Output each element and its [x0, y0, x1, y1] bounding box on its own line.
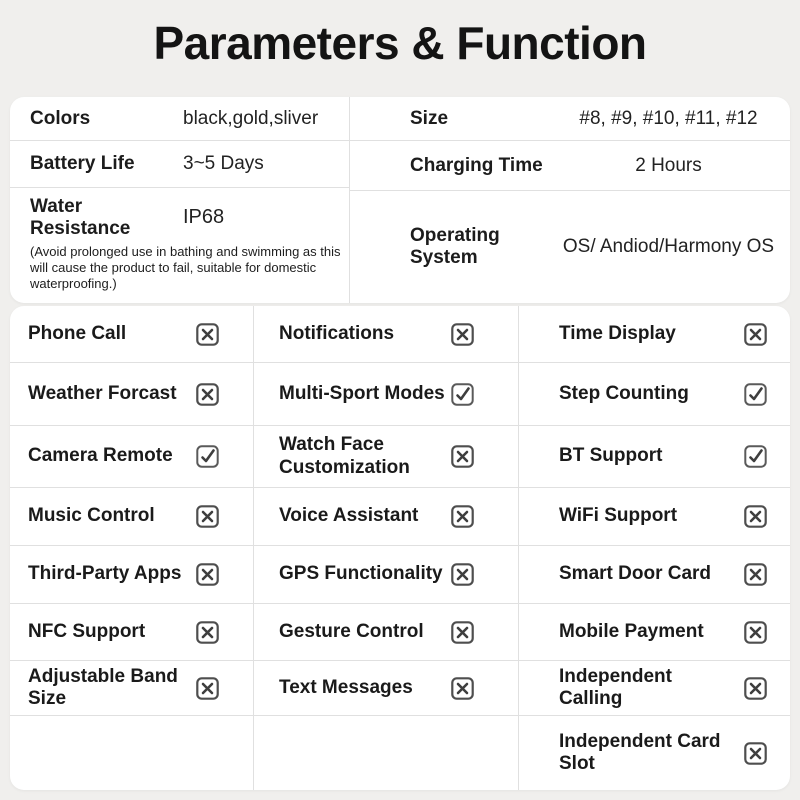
- checkbox-checked-icon: [744, 445, 767, 468]
- function-cell: [10, 660, 253, 715]
- checkbox-checked-icon: [196, 445, 219, 468]
- function-cell: [518, 715, 790, 790]
- function-cell: [10, 306, 253, 362]
- spec-value: black,gold,sliver: [183, 107, 319, 129]
- spec-value: 3~5 Days: [183, 153, 264, 174]
- function-cell: [518, 603, 790, 660]
- checkbox-crossed-icon: [744, 742, 767, 765]
- function-cell: [253, 545, 518, 603]
- function-label: Mobile Payment: [559, 620, 704, 642]
- checkbox-crossed-icon: [744, 323, 767, 346]
- water-resistance-note: (Avoid prolonged use in bathing and swimming as this will cause the product to fail, suitable for domestic waterproofing.): [30, 243, 341, 291]
- checkbox-crossed-icon: [451, 505, 474, 528]
- function-label: Multi-Sport Modes: [279, 382, 445, 404]
- function-label: Adjustable Band Size: [28, 665, 178, 709]
- spec-row-colors: [10, 97, 349, 140]
- function-cell: [10, 545, 253, 603]
- function-cell: [518, 306, 790, 362]
- checkbox-crossed-icon: [451, 677, 474, 700]
- function-cell: [253, 306, 518, 362]
- function-label: Camera Remote: [28, 445, 173, 467]
- function-label: Text Messages: [279, 676, 413, 698]
- checkbox-crossed-icon: [196, 383, 219, 406]
- spec-row-charging-time: [350, 140, 790, 190]
- function-label: Independent Calling: [559, 665, 672, 709]
- function-label: Watch Face Customization: [279, 434, 410, 478]
- spec-value: OS/ Andiod/Harmony OS: [562, 236, 775, 257]
- spec-label: Charging Time: [410, 154, 543, 176]
- function-cell: [253, 487, 518, 545]
- function-cell: [253, 603, 518, 660]
- spec-label: Colors: [30, 107, 91, 129]
- function-label: WiFi Support: [559, 505, 678, 527]
- checkbox-crossed-icon: [451, 621, 474, 644]
- function-label: Gesture Control: [279, 620, 424, 642]
- function-label: NFC Support: [28, 620, 146, 642]
- page-title: Parameters & Function: [153, 17, 647, 69]
- function-grid: [10, 306, 790, 790]
- function-cell: [518, 660, 790, 715]
- function-cell: [253, 715, 518, 790]
- function-label: Smart Door Card: [559, 563, 712, 585]
- checkbox-crossed-icon: [451, 323, 474, 346]
- water-resistance-main: [30, 196, 349, 240]
- spec-value: 2 Hours: [635, 154, 702, 176]
- function-cell: [10, 425, 253, 487]
- function-cell: [518, 362, 790, 425]
- spec-table: [10, 97, 790, 303]
- checkbox-crossed-icon: [196, 505, 219, 528]
- spec-value: IP68: [183, 206, 225, 229]
- checkbox-crossed-icon: [451, 563, 474, 586]
- function-cell: [10, 603, 253, 660]
- function-cell: [253, 425, 518, 487]
- spec-table-left: [10, 97, 350, 303]
- function-cell: [253, 362, 518, 425]
- function-cell: [253, 660, 518, 715]
- spec-label: Size: [410, 107, 449, 129]
- function-cell: [10, 487, 253, 545]
- function-label: Notifications: [279, 322, 395, 344]
- function-label: Weather Forcast: [28, 382, 177, 404]
- spec-table-right: [350, 97, 790, 303]
- spec-label: Battery Life: [30, 153, 135, 175]
- checkbox-crossed-icon: [744, 505, 767, 528]
- checkbox-crossed-icon: [451, 445, 474, 468]
- checkbox-crossed-icon: [744, 563, 767, 586]
- function-label: Independent Card Slot: [559, 730, 721, 774]
- checkbox-checked-icon: [744, 383, 767, 406]
- spec-value: #8, #9, #10, #11, #12: [579, 107, 758, 129]
- function-cell: [518, 545, 790, 603]
- checkbox-crossed-icon: [196, 563, 219, 586]
- spec-label: Operating System: [410, 225, 500, 268]
- checkbox-crossed-icon: [196, 677, 219, 700]
- checkbox-crossed-icon: [744, 621, 767, 644]
- function-label: Step Counting: [559, 382, 689, 404]
- spec-row-water-resistance: [10, 187, 349, 303]
- function-label: Third-Party Apps: [28, 563, 182, 585]
- checkbox-crossed-icon: [744, 677, 767, 700]
- spec-row-operating-system: [350, 190, 790, 303]
- function-cell: [518, 425, 790, 487]
- checkbox-checked-icon: [451, 383, 474, 406]
- checkbox-crossed-icon: [196, 323, 219, 346]
- function-label: Time Display: [559, 322, 676, 344]
- function-cell: [10, 715, 253, 790]
- checkbox-crossed-icon: [196, 621, 219, 644]
- function-label: Music Control: [28, 505, 155, 527]
- spec-row-size: [350, 97, 790, 140]
- function-cell: [10, 362, 253, 425]
- function-label: BT Support: [559, 445, 663, 467]
- spec-row-battery-life: [10, 140, 349, 187]
- function-table: [10, 306, 790, 790]
- function-label: GPS Functionality: [279, 563, 443, 585]
- spec-label: Water Resistance: [30, 196, 131, 239]
- function-cell: [518, 487, 790, 545]
- function-label: Voice Assistant: [279, 505, 419, 527]
- function-label: Phone Call: [28, 322, 127, 344]
